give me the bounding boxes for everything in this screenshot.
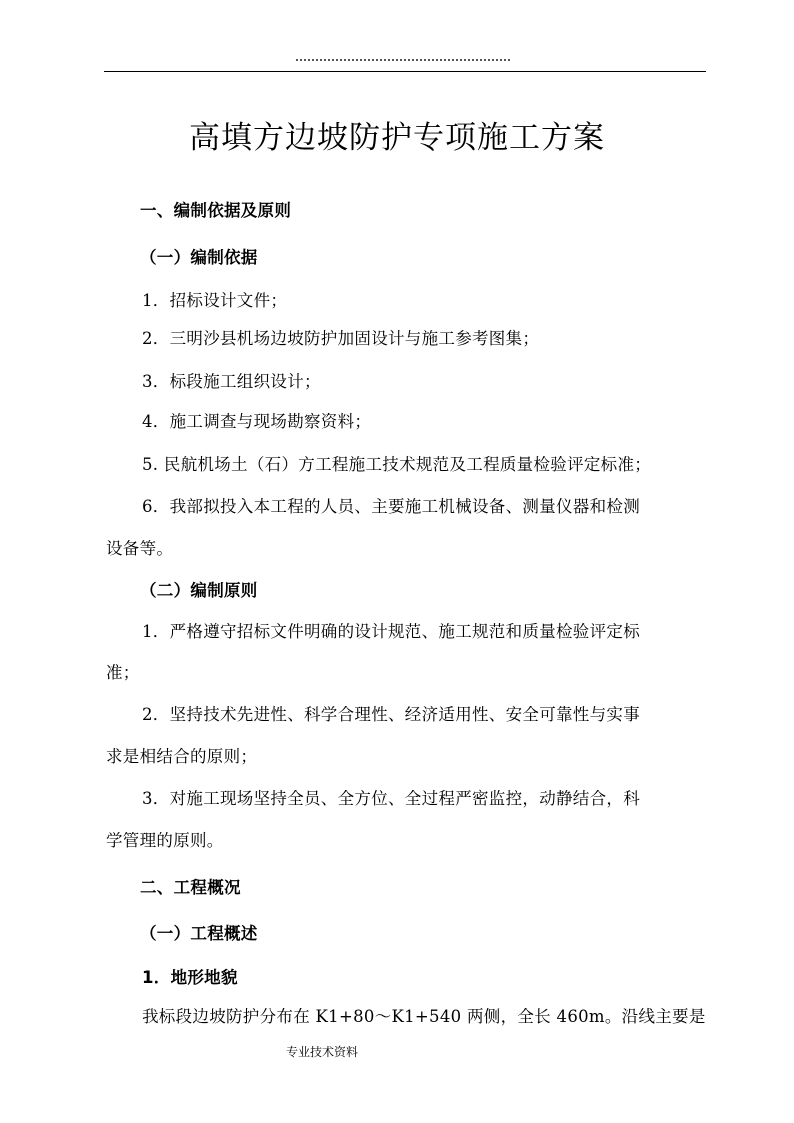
body-last-line: 我标段边坡防护分布在 K1+80～K1+540 两侧，全长 460m。沿线主要是 [142, 1007, 706, 1026]
basis-item-1: 1．招标设计文件； [142, 291, 288, 310]
subsection-heading-3: （一）工程概述 [140, 924, 258, 943]
basis-item-6: 6．我部拟投入本工程的人员、主要施工机械设备、测量仪器和检测 [142, 497, 640, 516]
basis-item-6-cont: 设备等。 [106, 539, 174, 558]
header-dotted-line [296, 59, 510, 65]
principle-line-2: 准； [106, 663, 140, 682]
subsection-heading-1: （一）编制依据 [140, 248, 258, 267]
principle-line-3: 2．坚持技术先进性、科学合理性、经济适用性、安全可靠性与实事 [142, 705, 640, 724]
principle-line-5: 3．对施工现场坚持全员、全方位、全过程严密监控，动静结合，科 [142, 789, 640, 808]
footer-label: 专业技术资料 [286, 1045, 359, 1059]
principle-line-4: 求是相结合的原则； [106, 747, 258, 766]
subsection-item-1: 1．地形地貌 [142, 968, 238, 987]
header-rule [104, 71, 706, 72]
basis-item-4: 4．施工调查与现场勘察资料； [142, 412, 372, 431]
subsection-heading-2: （二）编制原则 [140, 581, 258, 600]
section-heading-1: 一、编制依据及原则 [140, 201, 292, 220]
document-title: 高填方边坡防护专项施工方案 [189, 120, 605, 156]
principle-line-6: 学管理的原则。 [106, 831, 224, 850]
basis-item-5: 5. 民航机场土（石）方工程施工技术规范及工程质量检验评定标准； [142, 455, 652, 474]
section-heading-2: 二、工程概况 [140, 878, 241, 897]
principle-line-1: 1．严格遵守招标文件明确的设计规范、施工规范和质量检验评定标 [142, 622, 640, 641]
basis-item-2: 2．三明沙县机场边坡防护加固设计与施工参考图集； [142, 329, 540, 348]
basis-item-3: 3．标段施工组织设计； [142, 372, 321, 391]
